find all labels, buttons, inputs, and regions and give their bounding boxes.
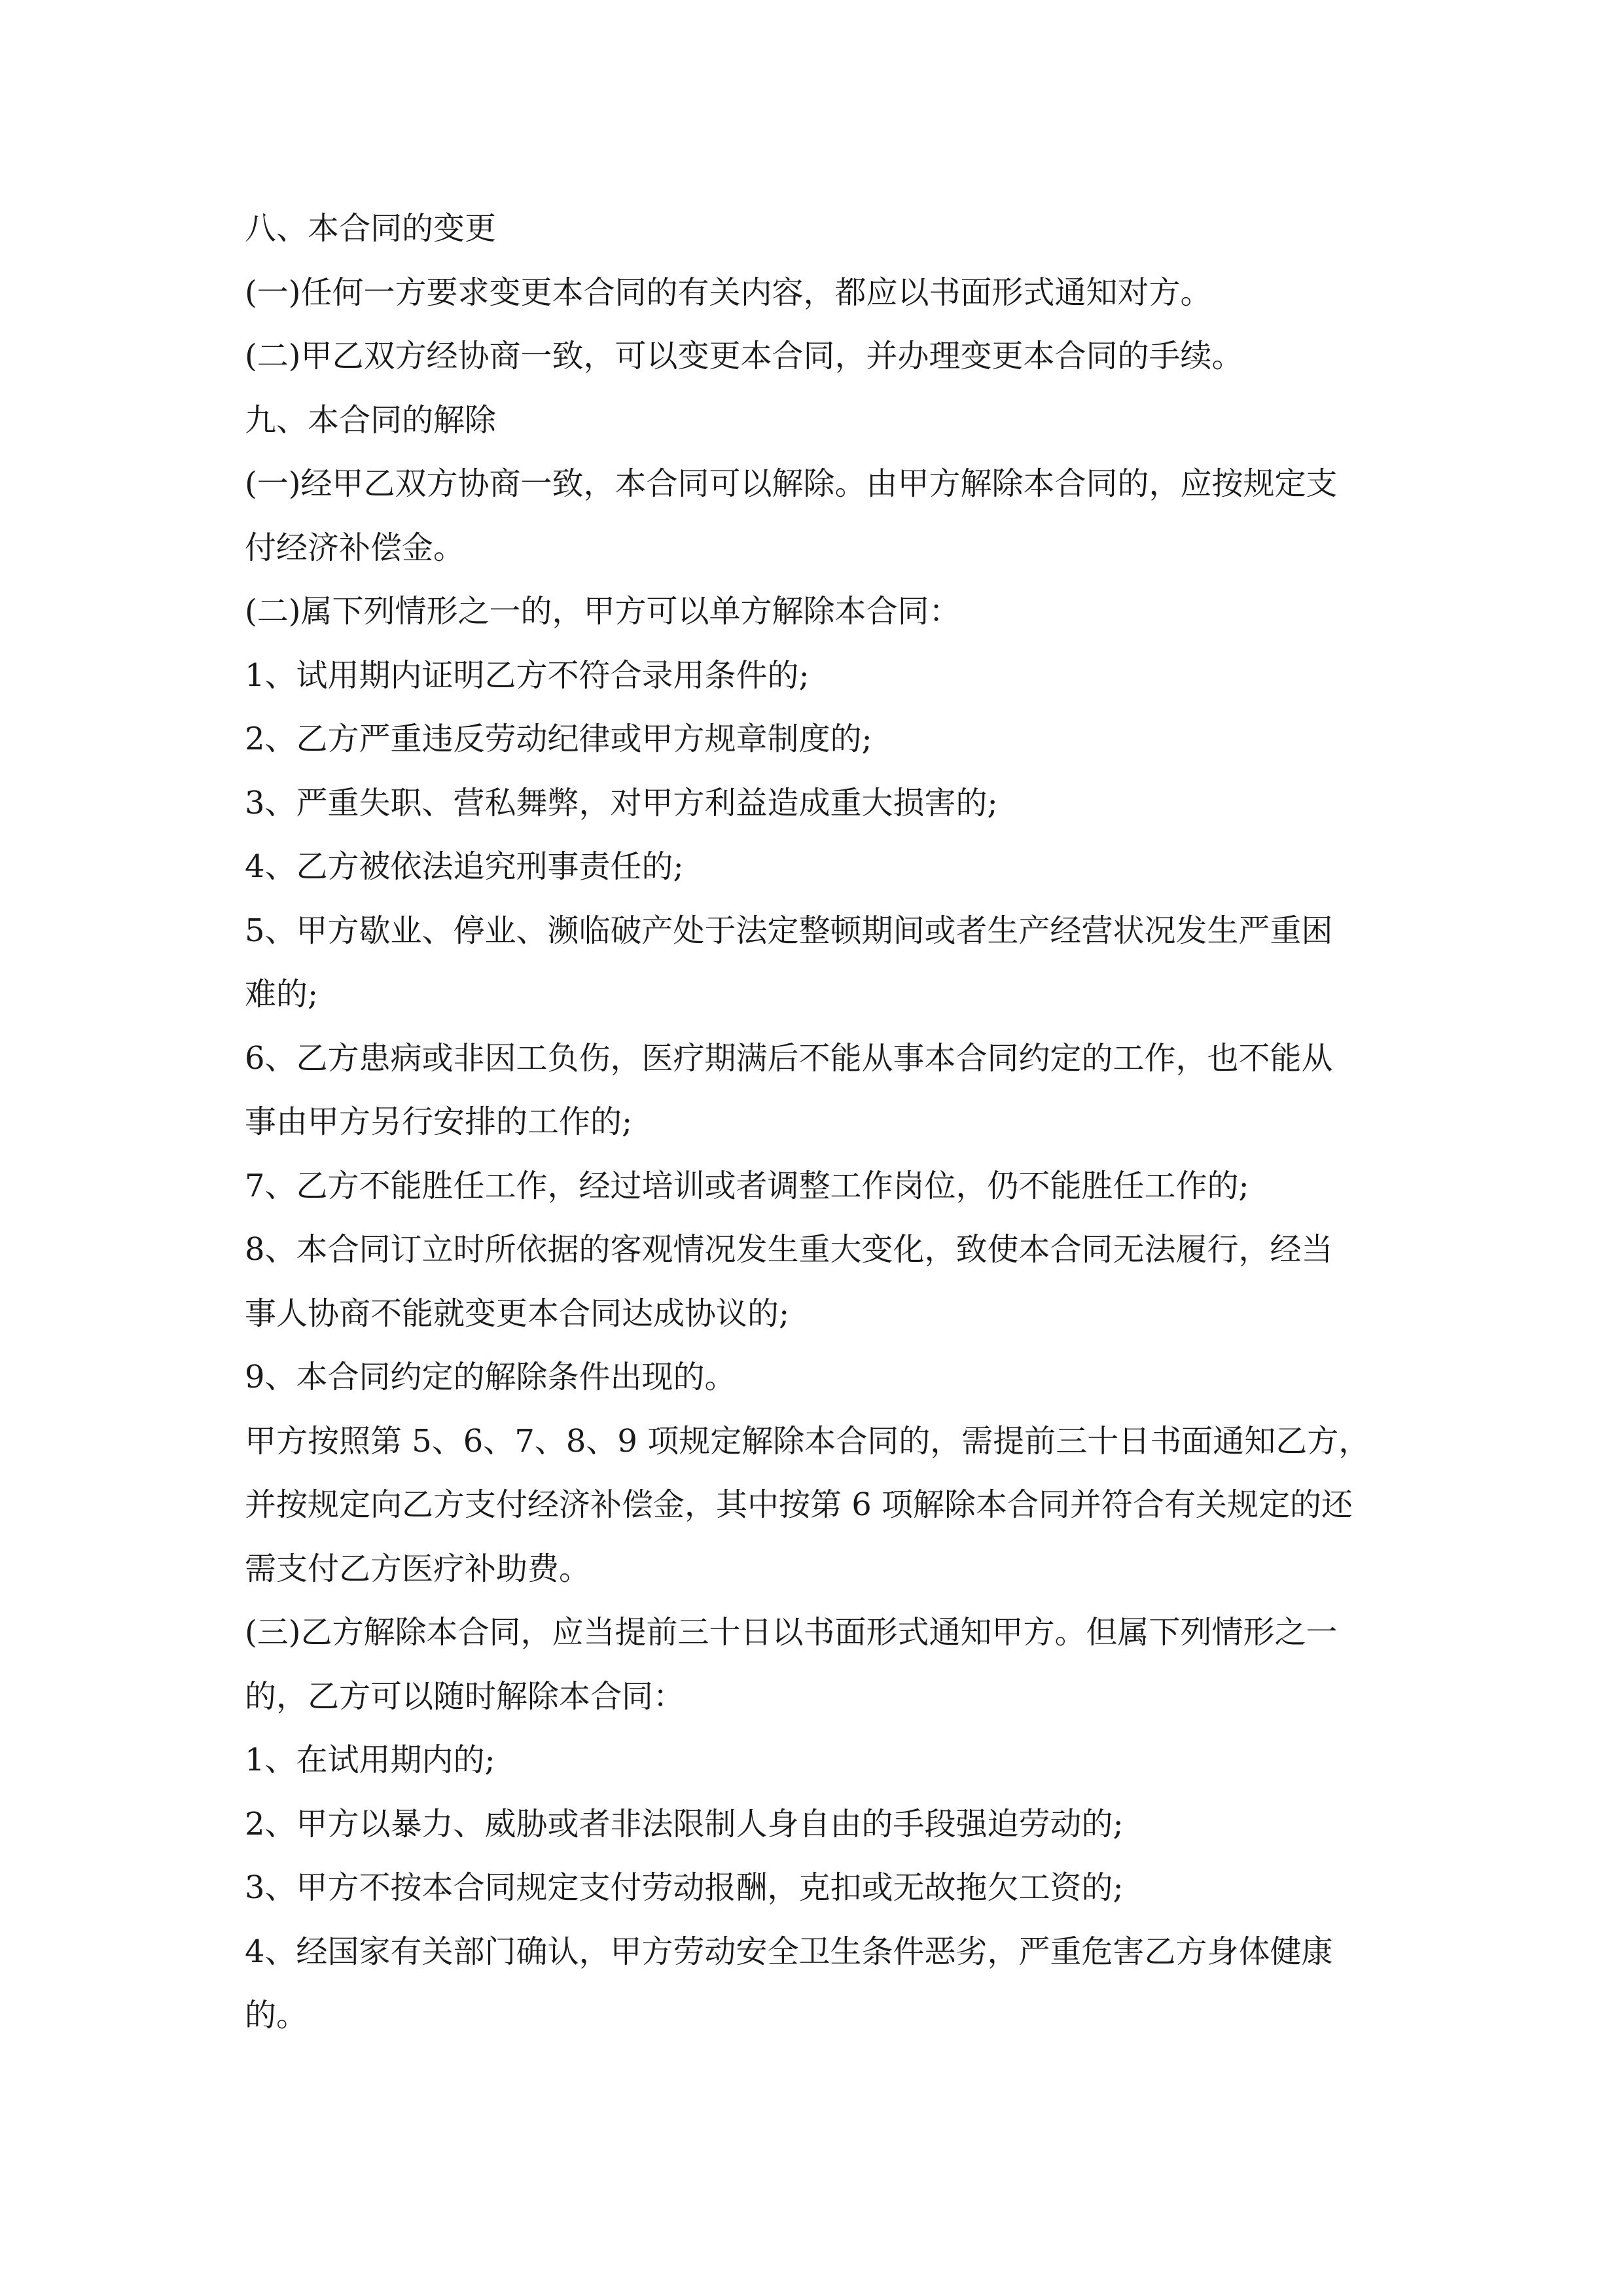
list-item: 4、经国家有关部门确认，甲方劳动安全卫生条件恶劣，严重危害乙方身体健康 bbox=[245, 1933, 1333, 1970]
section-heading-amendment: 八、本合同的变更 bbox=[245, 210, 497, 247]
list-item: 1、在试用期内的; bbox=[245, 1742, 495, 1778]
text-line: 付经济补偿金。 bbox=[245, 529, 465, 566]
list-item-continuation: 事由甲方另行安排的工作的; bbox=[245, 1103, 633, 1140]
text-line: (二)甲乙双方经协商一致，可以变更本合同，并办理变更本合同的手续。 bbox=[245, 338, 1243, 374]
text-line: 并按规定向乙方支付经济补偿金，其中按第 6 项解除本合同并符合有关规定的还 bbox=[245, 1486, 1353, 1523]
text-line: (三)乙方解除本合同，应当提前三十日以书面形式通知甲方。但属下列情形之一 bbox=[245, 1614, 1338, 1651]
list-item-continuation: 的。 bbox=[245, 1997, 308, 2034]
list-item: 3、严重失职、营私舞弊，对甲方利益造成重大损害的; bbox=[245, 784, 998, 821]
contract-text bbox=[245, 197, 1383, 2048]
list-item: 3、甲方不按本合同规定支付劳动报酬，克扣或无故拖欠工资的; bbox=[245, 1869, 1124, 1906]
section-heading-termination: 九、本合同的解除 bbox=[245, 401, 497, 439]
list-item: 2、甲方以暴力、威胁或者非法限制人身自由的手段强迫劳动的; bbox=[245, 1805, 1124, 1842]
list-item-continuation: 难的; bbox=[245, 976, 319, 1013]
text-line: 需支付乙方医疗补助费。 bbox=[245, 1550, 591, 1587]
list-item: 8、本合同订立时所依据的客观情况发生重大变化，致使本合同无法履行，经当 bbox=[245, 1231, 1333, 1268]
text-line: (二)属下列情形之一的，甲方可以单方解除本合同： bbox=[245, 593, 961, 630]
list-item-continuation: 事人协商不能就变更本合同达成协议的; bbox=[245, 1295, 790, 1332]
list-item: 4、乙方被依法追究刑事责任的; bbox=[245, 848, 684, 885]
list-item: 7、乙方不能胜任工作，经过培训或者调整工作岗位，仍不能胜任工作的; bbox=[245, 1167, 1249, 1204]
text-line: 的，乙方可以随时解除本合同： bbox=[245, 1677, 685, 1715]
list-item: 9、本合同约定的解除条件出现的。 bbox=[245, 1359, 736, 1395]
list-item: 6、乙方患病或非因工负伤，医疗期满后不能从事本合同约定的工作，也不能从 bbox=[245, 1039, 1333, 1077]
list-item: 2、乙方严重违反劳动纪律或甲方规章制度的; bbox=[245, 721, 872, 757]
list-item: 1、试用期内证明乙方不符合录用条件的; bbox=[245, 656, 810, 694]
text-line: (一)经甲乙双方协商一致，本合同可以解除。由甲方解除本合同的，应按规定支 bbox=[245, 465, 1338, 502]
list-item: 5、甲方歇业、停业、濒临破产处于法定整顿期间或者生产经营状况发生严重困 bbox=[245, 912, 1333, 949]
text-line: (一)任何一方要求变更本合同的有关内容，都应以书面形式通知对方。 bbox=[245, 274, 1212, 311]
text-line: 甲方按照第 5、6、7、8、9 项规定解除本合同的，需提前三十日书面通知乙方， bbox=[245, 1422, 1370, 1460]
